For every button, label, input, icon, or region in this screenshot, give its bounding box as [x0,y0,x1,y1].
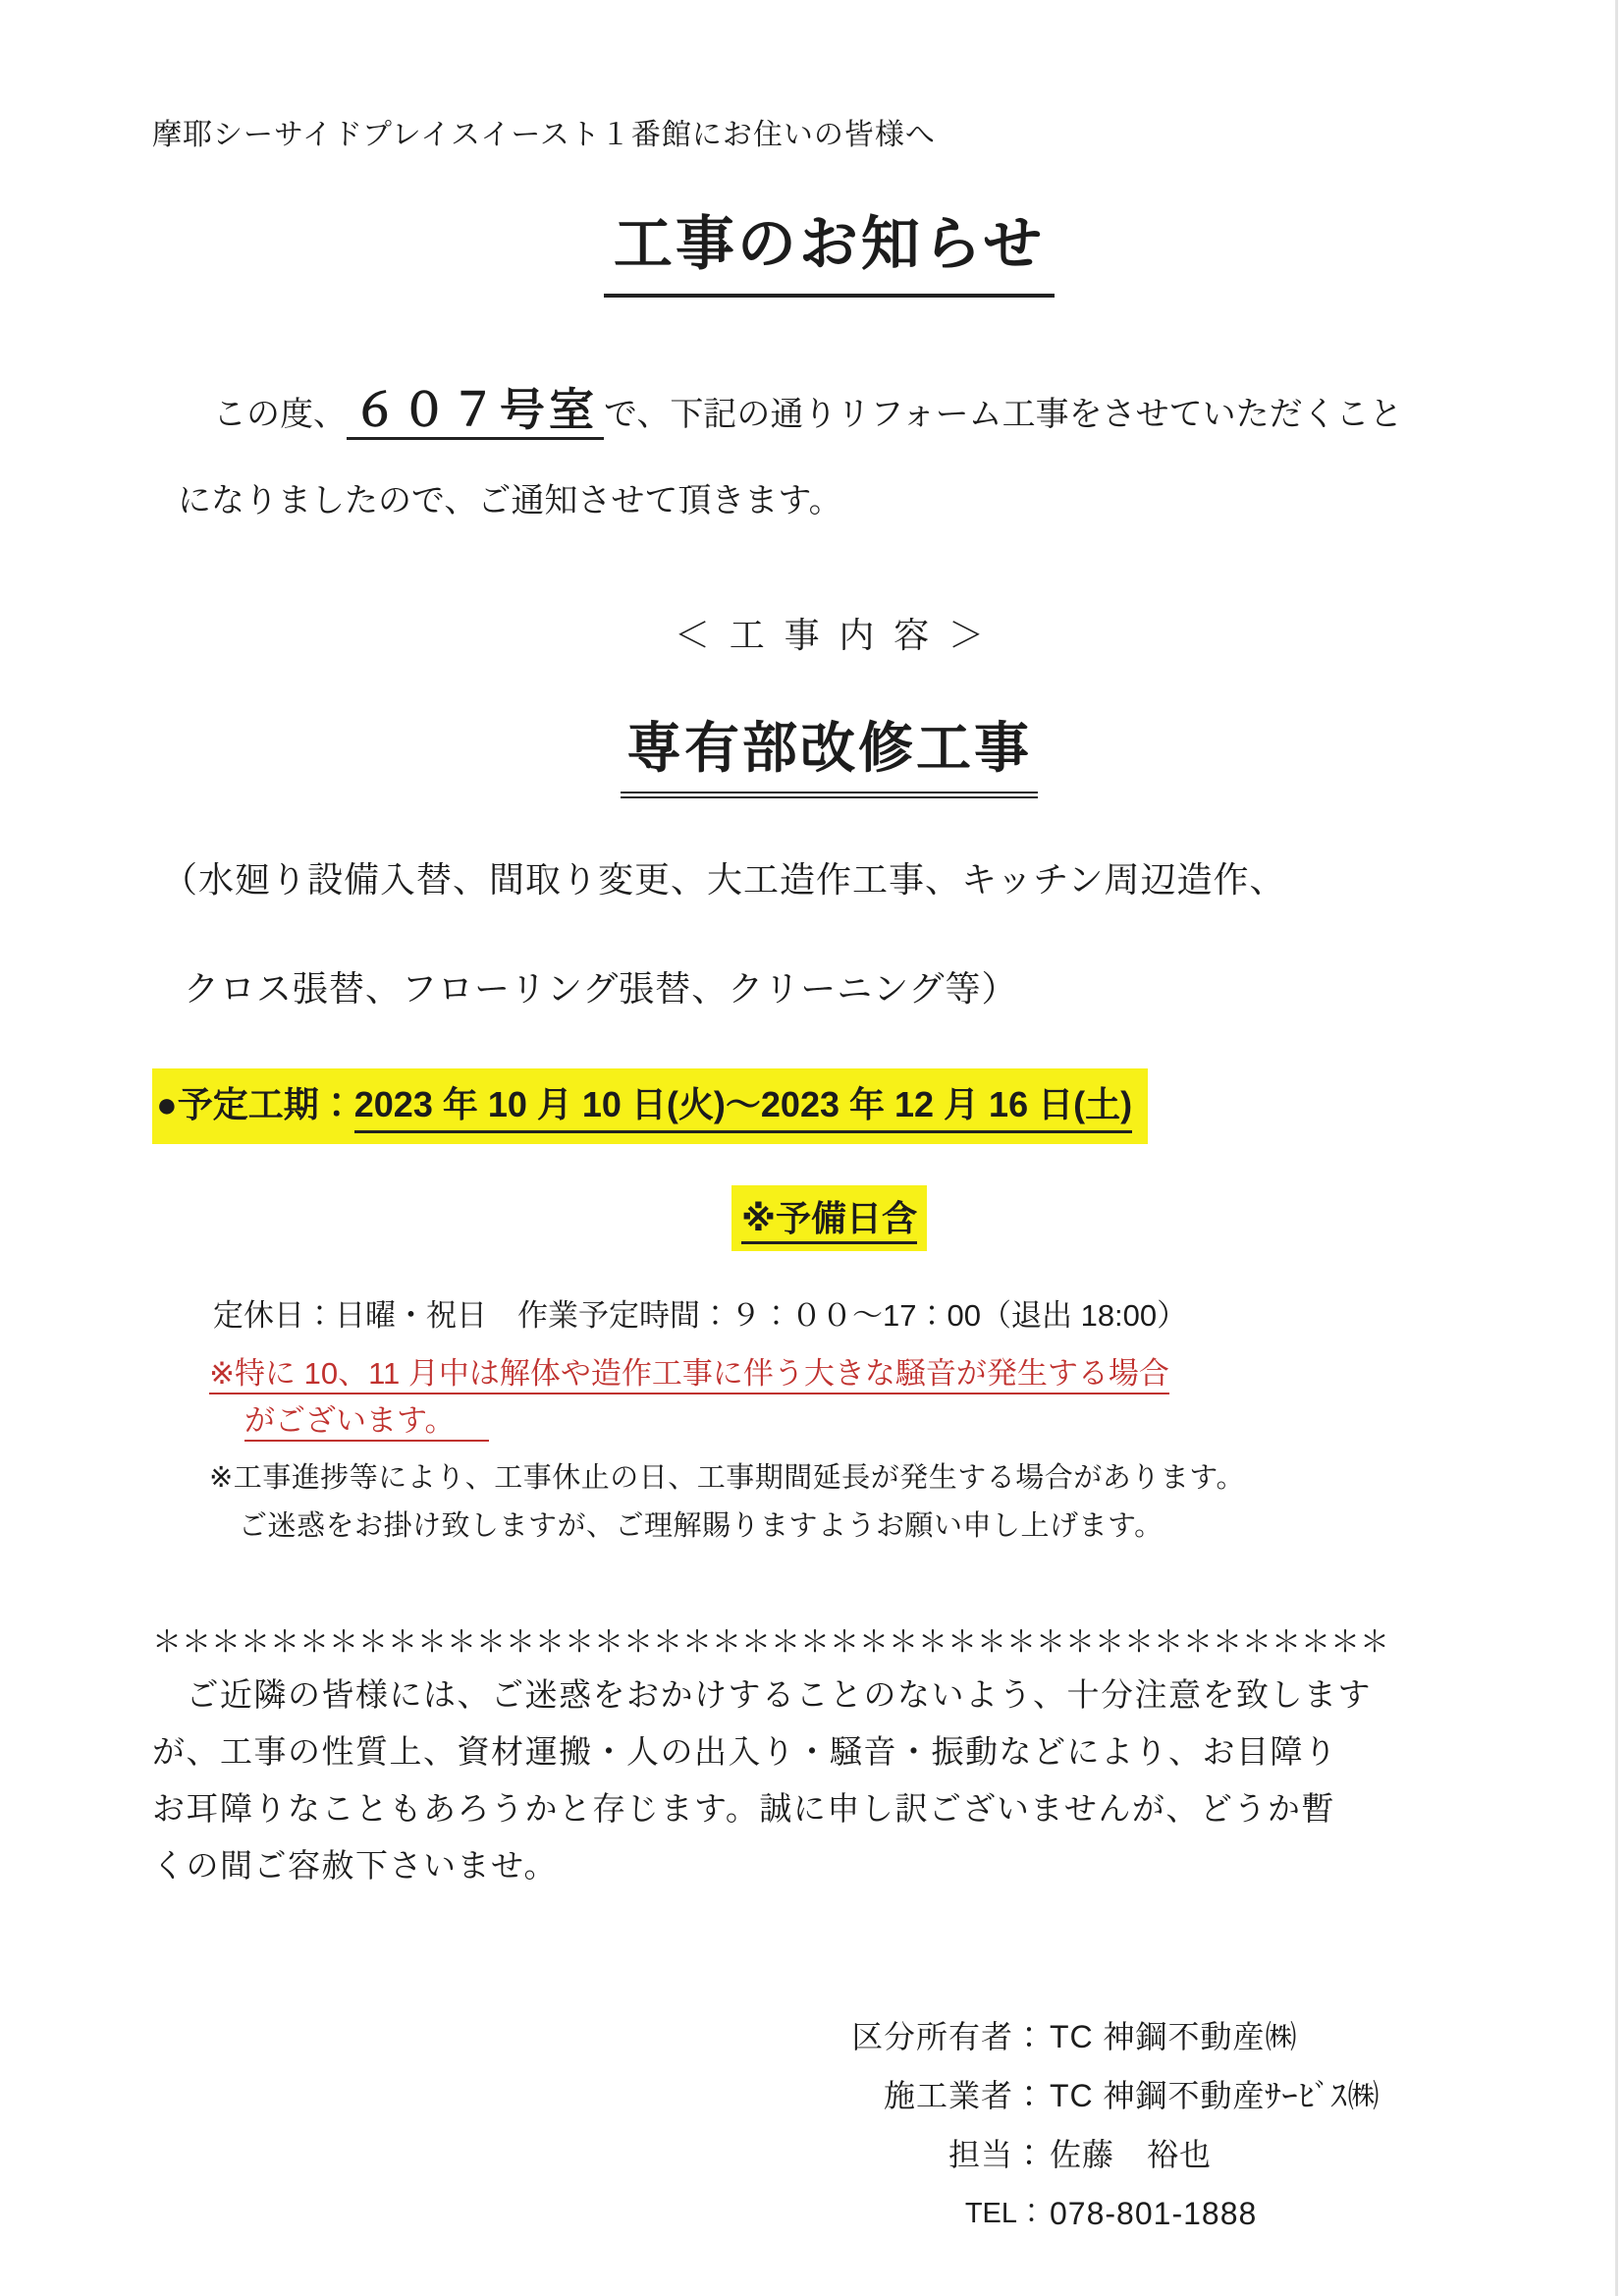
schedule-label: ●予定工期： [156,1084,354,1124]
schedule-highlight-bar [152,1068,1148,1144]
intro-paragraph [152,366,1506,544]
closing-paragraph [152,1667,1506,1894]
page-title: 工事のお知らせ [604,197,1055,298]
tel-value: 078-801-1888 [1050,2196,1258,2231]
contractor-label: 施工業者： [883,2078,1046,2113]
noise-warning-text-2: がございます。 [244,1403,489,1442]
closing-line-2: が、工事の性質上、資材運搬・人の出入り・騒音・振動などにより、お目障り [152,1733,1338,1770]
progress-note-line-1: ※工事進捗等により、工事休止の日、工事期間延長が発生する場合があります。 [209,1462,1245,1494]
tel-label: TEL： [964,2198,1046,2229]
intro-line-2: になりましたので、ご通知させて頂きます。 [178,482,842,519]
intro-lead-text: この度、 [213,396,347,433]
intro-line-1 [152,366,1506,458]
contact-row-owner [795,2007,1506,2066]
progress-notes [152,1454,1506,1551]
owner-label: 区分所有者： [850,2019,1046,2054]
reserve-day-row [152,1185,1506,1251]
work-scope-line-1: （水廻り設備入替、間取り変更、大工造作工事、キッチン周辺造作、 [162,859,1286,900]
noise-warning [152,1350,1506,1445]
closing-line-4: くの間ご容赦下さいませ。 [152,1847,559,1884]
schedule-period: 2023 年 10 月 10 日(火)～2023 年 12 月 16 日(土) [354,1077,1132,1133]
title-wrap [152,197,1506,298]
section-header [152,608,1506,658]
contact-row-person [795,2125,1506,2184]
work-name-wrap [152,705,1506,798]
work-name: 専有部改修工事 [621,705,1038,798]
contact-block [795,2007,1506,2243]
noise-warning-text-1: ※特に 10、11 月中は解体や造作工事に伴う大きな騒音が発生する場合 [209,1356,1169,1394]
person-in-charge-value: 佐藤 裕也 [1050,2137,1213,2172]
room-number: ６０７号室 [347,384,604,440]
contact-row-tel [795,2184,1506,2243]
contractor-value: TC 神鋼不動産ｻｰﾋﾞｽ㈱ [1050,2078,1380,2113]
reserve-day-text: ※予備日含 [741,1198,917,1244]
addressee-line: 摩耶シーサイドプレイスイースト１番館にお住いの皆様へ [152,119,936,151]
schedule-row [152,1068,1506,1144]
section-header-text: ＜工事内容＞ [674,615,1003,655]
scan-edge-artifact [1615,0,1618,2296]
reserve-day-highlight [731,1185,927,1251]
contact-row-contractor [795,2066,1506,2125]
closing-line-1: ご近隣の皆様には、ご迷惑をおかけすることのないよう、十分注意を致します [152,1676,1372,1713]
owner-value: TC 神鋼不動産㈱ [1050,2019,1298,2054]
closing-line-3: お耳障りなこともあろうかと存じます。誠に申し訳ございませんが、どうか暫 [152,1790,1335,1827]
noise-warning-line-2 [209,1397,1506,1445]
noise-warning-line-1 [209,1350,1506,1397]
person-in-charge-label: 担当： [947,2137,1046,2172]
working-hours-line: 定休日：日曜・祝日 作業予定時間：９：００～17：00（退出 18:00） [213,1298,1188,1333]
intro-after-room-text: で、下記の通りリフォーム工事をさせていただくこと [604,396,1403,433]
work-scope-line-2: クロス張替、フローリング張替、クリーニング等） [184,968,1018,1009]
asterisk-divider: ＊＊＊＊＊＊＊＊＊＊＊＊＊＊＊＊＊＊＊＊＊＊＊＊＊＊＊＊＊＊＊＊＊＊＊＊＊＊＊＊＊＊ [152,1626,1389,1659]
progress-note-line-2: ご迷惑をお掛け致しますが、ご理解賜りますようお願い申し上げます。 [239,1510,1164,1542]
